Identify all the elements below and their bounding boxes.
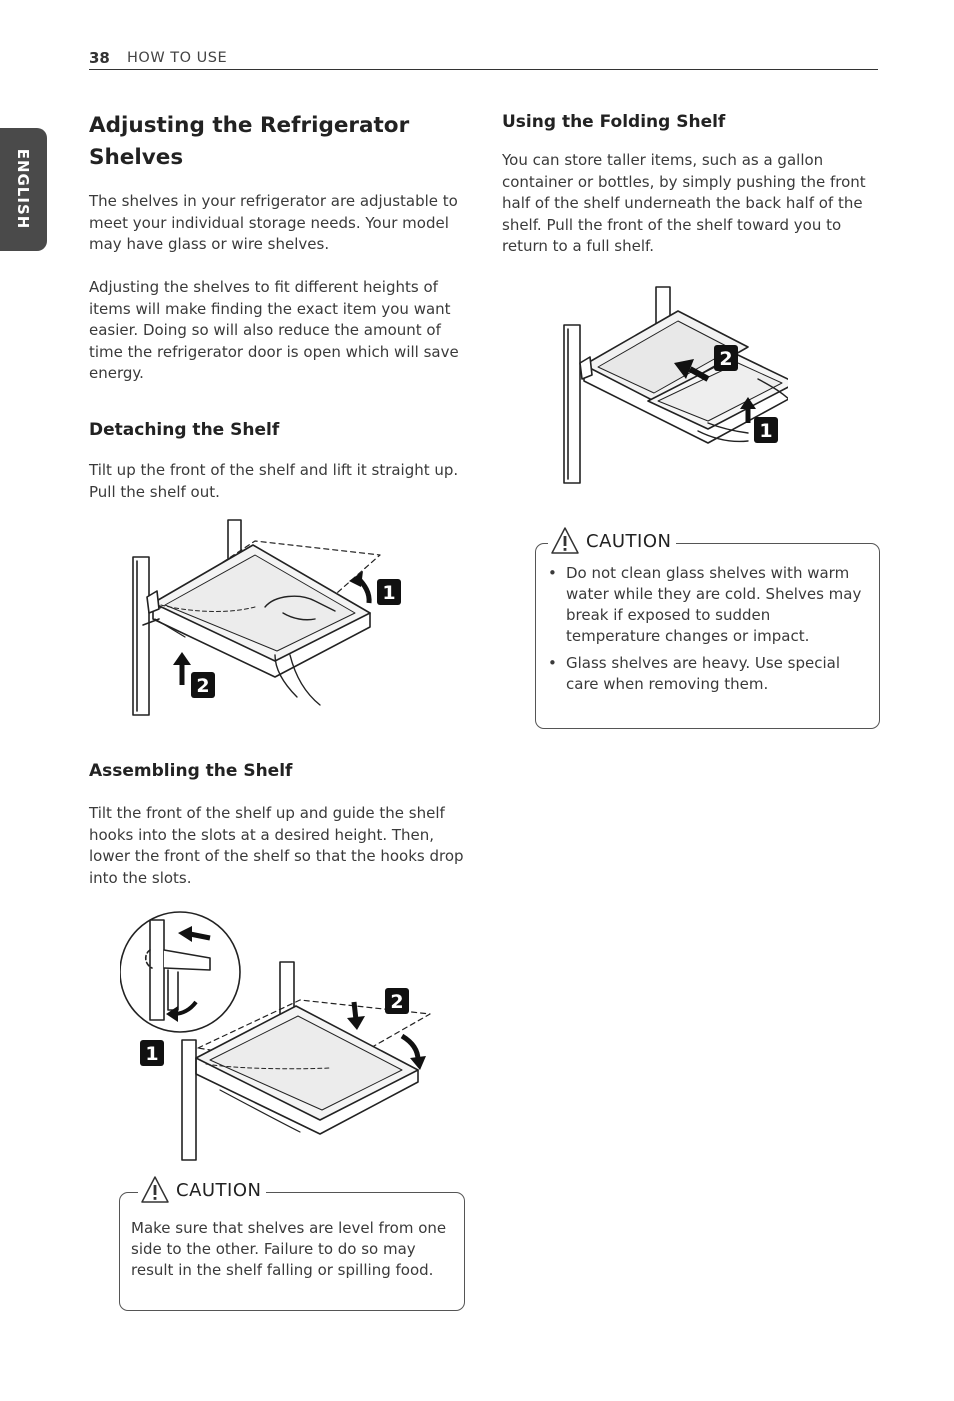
- page-number: 38: [89, 49, 110, 67]
- caution-item: • Do not clean glass shelves with warm water while they are cold. Shelves may break if exposed to sudden temperature changes or impact.: [546, 563, 864, 647]
- caution-list: [546, 563, 864, 701]
- arrow-icon: [349, 571, 369, 603]
- svg-text:2: 2: [390, 991, 404, 1013]
- caution-text: Make sure that shelves are level from one side to the other. Failure to do so may result in the shelf falling or spilling food.: [131, 1219, 447, 1279]
- caution-header: [548, 524, 676, 558]
- svg-text:2: 2: [719, 348, 733, 370]
- caution-title: CAUTION: [176, 1179, 262, 1201]
- assembling-text: Tilt the front of the shelf up and guide the shelf hooks into the slots at a desired height. Then, lower the front of the shelf so that the hooks drop into the slots.: [89, 804, 464, 887]
- folding-illustration: [558, 283, 788, 488]
- language-tab-label: ENGLISH: [14, 148, 32, 230]
- caution-box-glass: [535, 530, 880, 729]
- caution-box-level: [119, 1179, 465, 1311]
- header-divider: [89, 69, 878, 70]
- folding-text: You can store taller items, such as a gallon container or bottles, by simply pushing the front half of the shelf underneath the back half of the shelf. Pull the front of the shelf toward you to return to a full shelf.: [502, 151, 866, 255]
- arrow-icon: [173, 652, 191, 685]
- step-badge-1: [754, 417, 778, 443]
- intro-paragraph-2: Adjusting the shelves to fit different heights of items will make finding the exact item you want easier. Doing so will also reduce the amount of time the refrigerator door is open which will save energy.: [89, 278, 459, 382]
- warning-triangle-icon: [550, 526, 580, 556]
- svg-text:1: 1: [145, 1043, 159, 1065]
- detaching-heading: Detaching the Shelf: [89, 420, 280, 440]
- step-badge-2: [191, 672, 215, 698]
- caution-title: CAUTION: [586, 530, 672, 552]
- caution-header: [138, 1173, 266, 1207]
- step-badge-2: [385, 988, 409, 1014]
- detaching-illustration: [125, 515, 410, 720]
- svg-text:1: 1: [759, 420, 773, 442]
- assembling-illustration: [120, 910, 440, 1165]
- step-badge-1: [377, 579, 401, 605]
- caution-item: • Glass shelves are heavy. Use special care when removing them.: [546, 653, 864, 695]
- detaching-text: Tilt up the front of the shelf and lift it straight up. Pull the shelf out.: [89, 461, 459, 501]
- step-badge-2: [714, 345, 738, 371]
- assembling-heading: Assembling the Shelf: [89, 761, 293, 781]
- intro-paragraph-1: The shelves in your refrigerator are adjustable to meet your individual storage needs. Your model may have glass or wire shelves.: [89, 192, 458, 253]
- page-title: Adjusting the Refrigerator Shelves: [89, 113, 410, 170]
- language-tab: [0, 128, 47, 251]
- folding-heading: Using the Folding Shelf: [502, 112, 726, 132]
- svg-text:2: 2: [196, 675, 210, 697]
- step-badge-1: [140, 1040, 164, 1066]
- section-title: HOW TO USE: [127, 50, 228, 66]
- warning-triangle-icon: [140, 1175, 170, 1205]
- svg-text:1: 1: [382, 582, 396, 604]
